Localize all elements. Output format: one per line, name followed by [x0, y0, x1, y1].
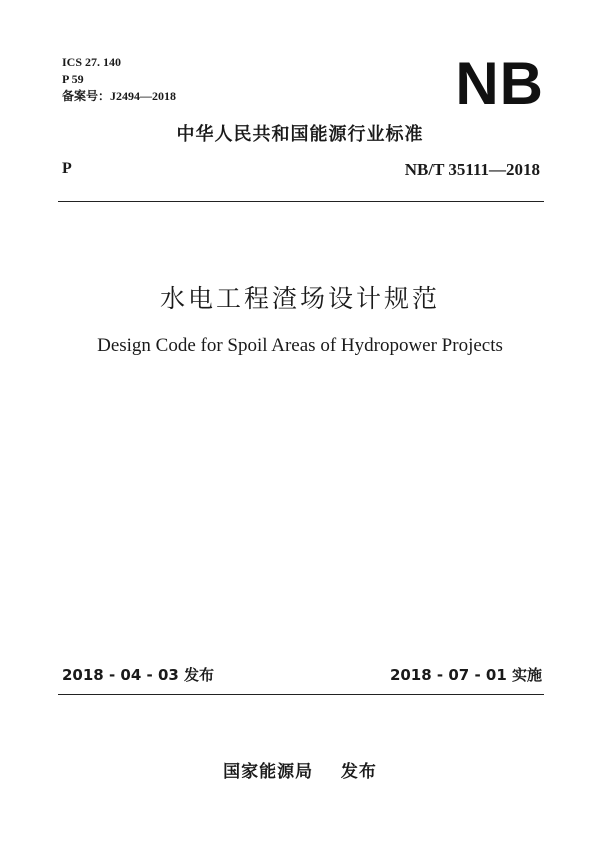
publisher: 国家能源局 发布: [223, 762, 377, 782]
standard-number: NB/T 35111—2018: [404, 160, 540, 179]
standard-type: 中华人民共和国能源行业标准: [176, 124, 424, 145]
footer-divider: [58, 694, 544, 695]
issue-date: 2018 - 04 - 03 发布: [62, 666, 215, 684]
header-divider: [58, 201, 544, 202]
title-english: Design Code for Spoil Areas of Hydropower Projects: [97, 335, 503, 356]
ics-code: ICS 27. 140: [62, 55, 122, 69]
nb-logo: NB: [455, 50, 544, 117]
category-letter: P: [62, 160, 72, 177]
filing-number: 备案号：J2494—2018: [62, 89, 177, 103]
implementation-date: 2018 - 07 - 01 实施: [389, 666, 542, 684]
category-code: P 59: [62, 72, 84, 86]
title-chinese: 水电工程渣场设计规范: [159, 284, 440, 313]
